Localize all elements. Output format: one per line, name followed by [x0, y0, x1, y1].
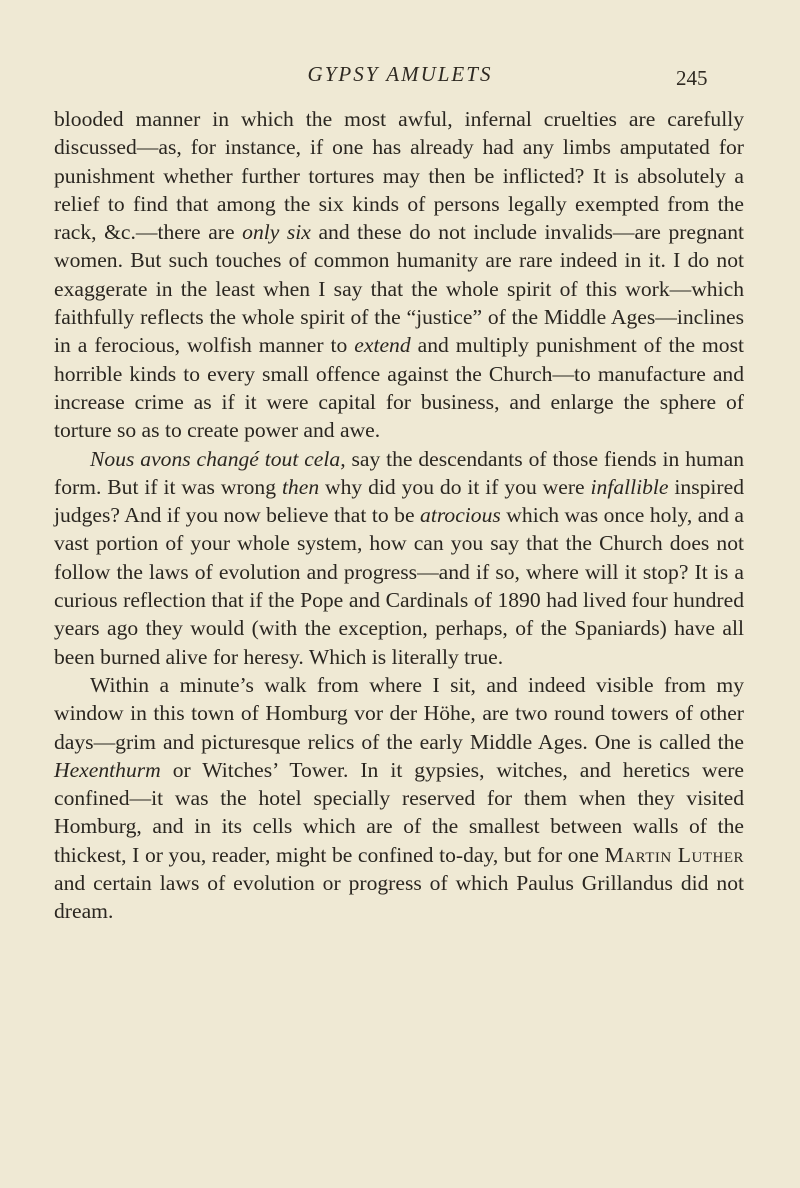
paragraph-1 — [54, 105, 744, 445]
text-run: Within a minute’s walk from where I sit, and indeed visible from my window in this town of Homburg vor der Höhe, are two round towers of other days—grim and picturesque relics of the early Middle Ages. One is called the — [54, 672, 744, 754]
italic-phrase: Nous avons changé tout cela, — [90, 446, 346, 471]
paragraph-2 — [54, 445, 744, 671]
text-run: which was once holy, and a vast portion of your whole system, how can you say that the Church does not follow the laws of evolution and progress—and if so, where will it stop? It is a curious reflection that if the Pope and Cardinals of 1890 had lived four hundred years ago they would (with the exception, perhaps, of the Spaniards) have all been burned alive for heresy. Which is literally true. — [54, 503, 745, 669]
running-title: GYPSY AMULETS — [307, 62, 493, 86]
italic-phrase: only six — [242, 220, 311, 245]
italic-phrase: Hexenthurm — [54, 757, 161, 782]
text-run: and multiply punishment of the most horrible kinds to every small offence against the Church—to manufacture and increase crime as if it were capital for business, and enlarge the sphere of torture so as to create power and awe. — [54, 333, 744, 443]
italic-phrase: atrocious — [420, 503, 501, 528]
text-run: blooded manner in which the most awful, infernal cruelties are carefully discussed—as, for instance, if one has already had any limbs amputated for punishment whether further tortures may then be inflicted? It is absolutely a relief to find that among the six kinds of persons legally exempted from the rack, &c.—there are — [54, 107, 744, 245]
page-number: 245 — [676, 66, 708, 90]
text-run: say the descendants of those fiends in human form. But if it was wrong — [54, 446, 744, 499]
text-run: and these do not include invalids—are pregnant women. But such touches of common humanity are rare indeed in it. I do not exaggerate in the least when I say that the whole spirit of this work—which faithfully reflects the whole spirit of the “justice” of the Middle Ages—inclines in a ferocious, wolfish manner to — [54, 220, 744, 358]
text-run: why did you do it if you were — [319, 474, 591, 499]
running-head — [0, 58, 800, 98]
small-caps-name: Martin Luther — [604, 842, 744, 867]
body-text — [54, 105, 744, 926]
paragraph-3 — [54, 671, 744, 926]
text-run: and certain laws of evolution or progress of which Paulus Grillandus did not dream. — [54, 871, 744, 924]
text-run: or Witches’ Tower. In it gypsies, witches, and heretics were confined—it was the hotel specially reserved for them when they visited Homburg, and in its cells which are of the smallest between walls of the thickest, I or you, reader, might be confined to-day, but for one — [54, 757, 744, 867]
italic-phrase: then — [281, 474, 320, 499]
italic-phrase: extend — [354, 333, 411, 358]
italic-phrase: infallible — [590, 474, 669, 499]
text-run: inspired judges? And if you now believe that to be — [54, 474, 745, 528]
